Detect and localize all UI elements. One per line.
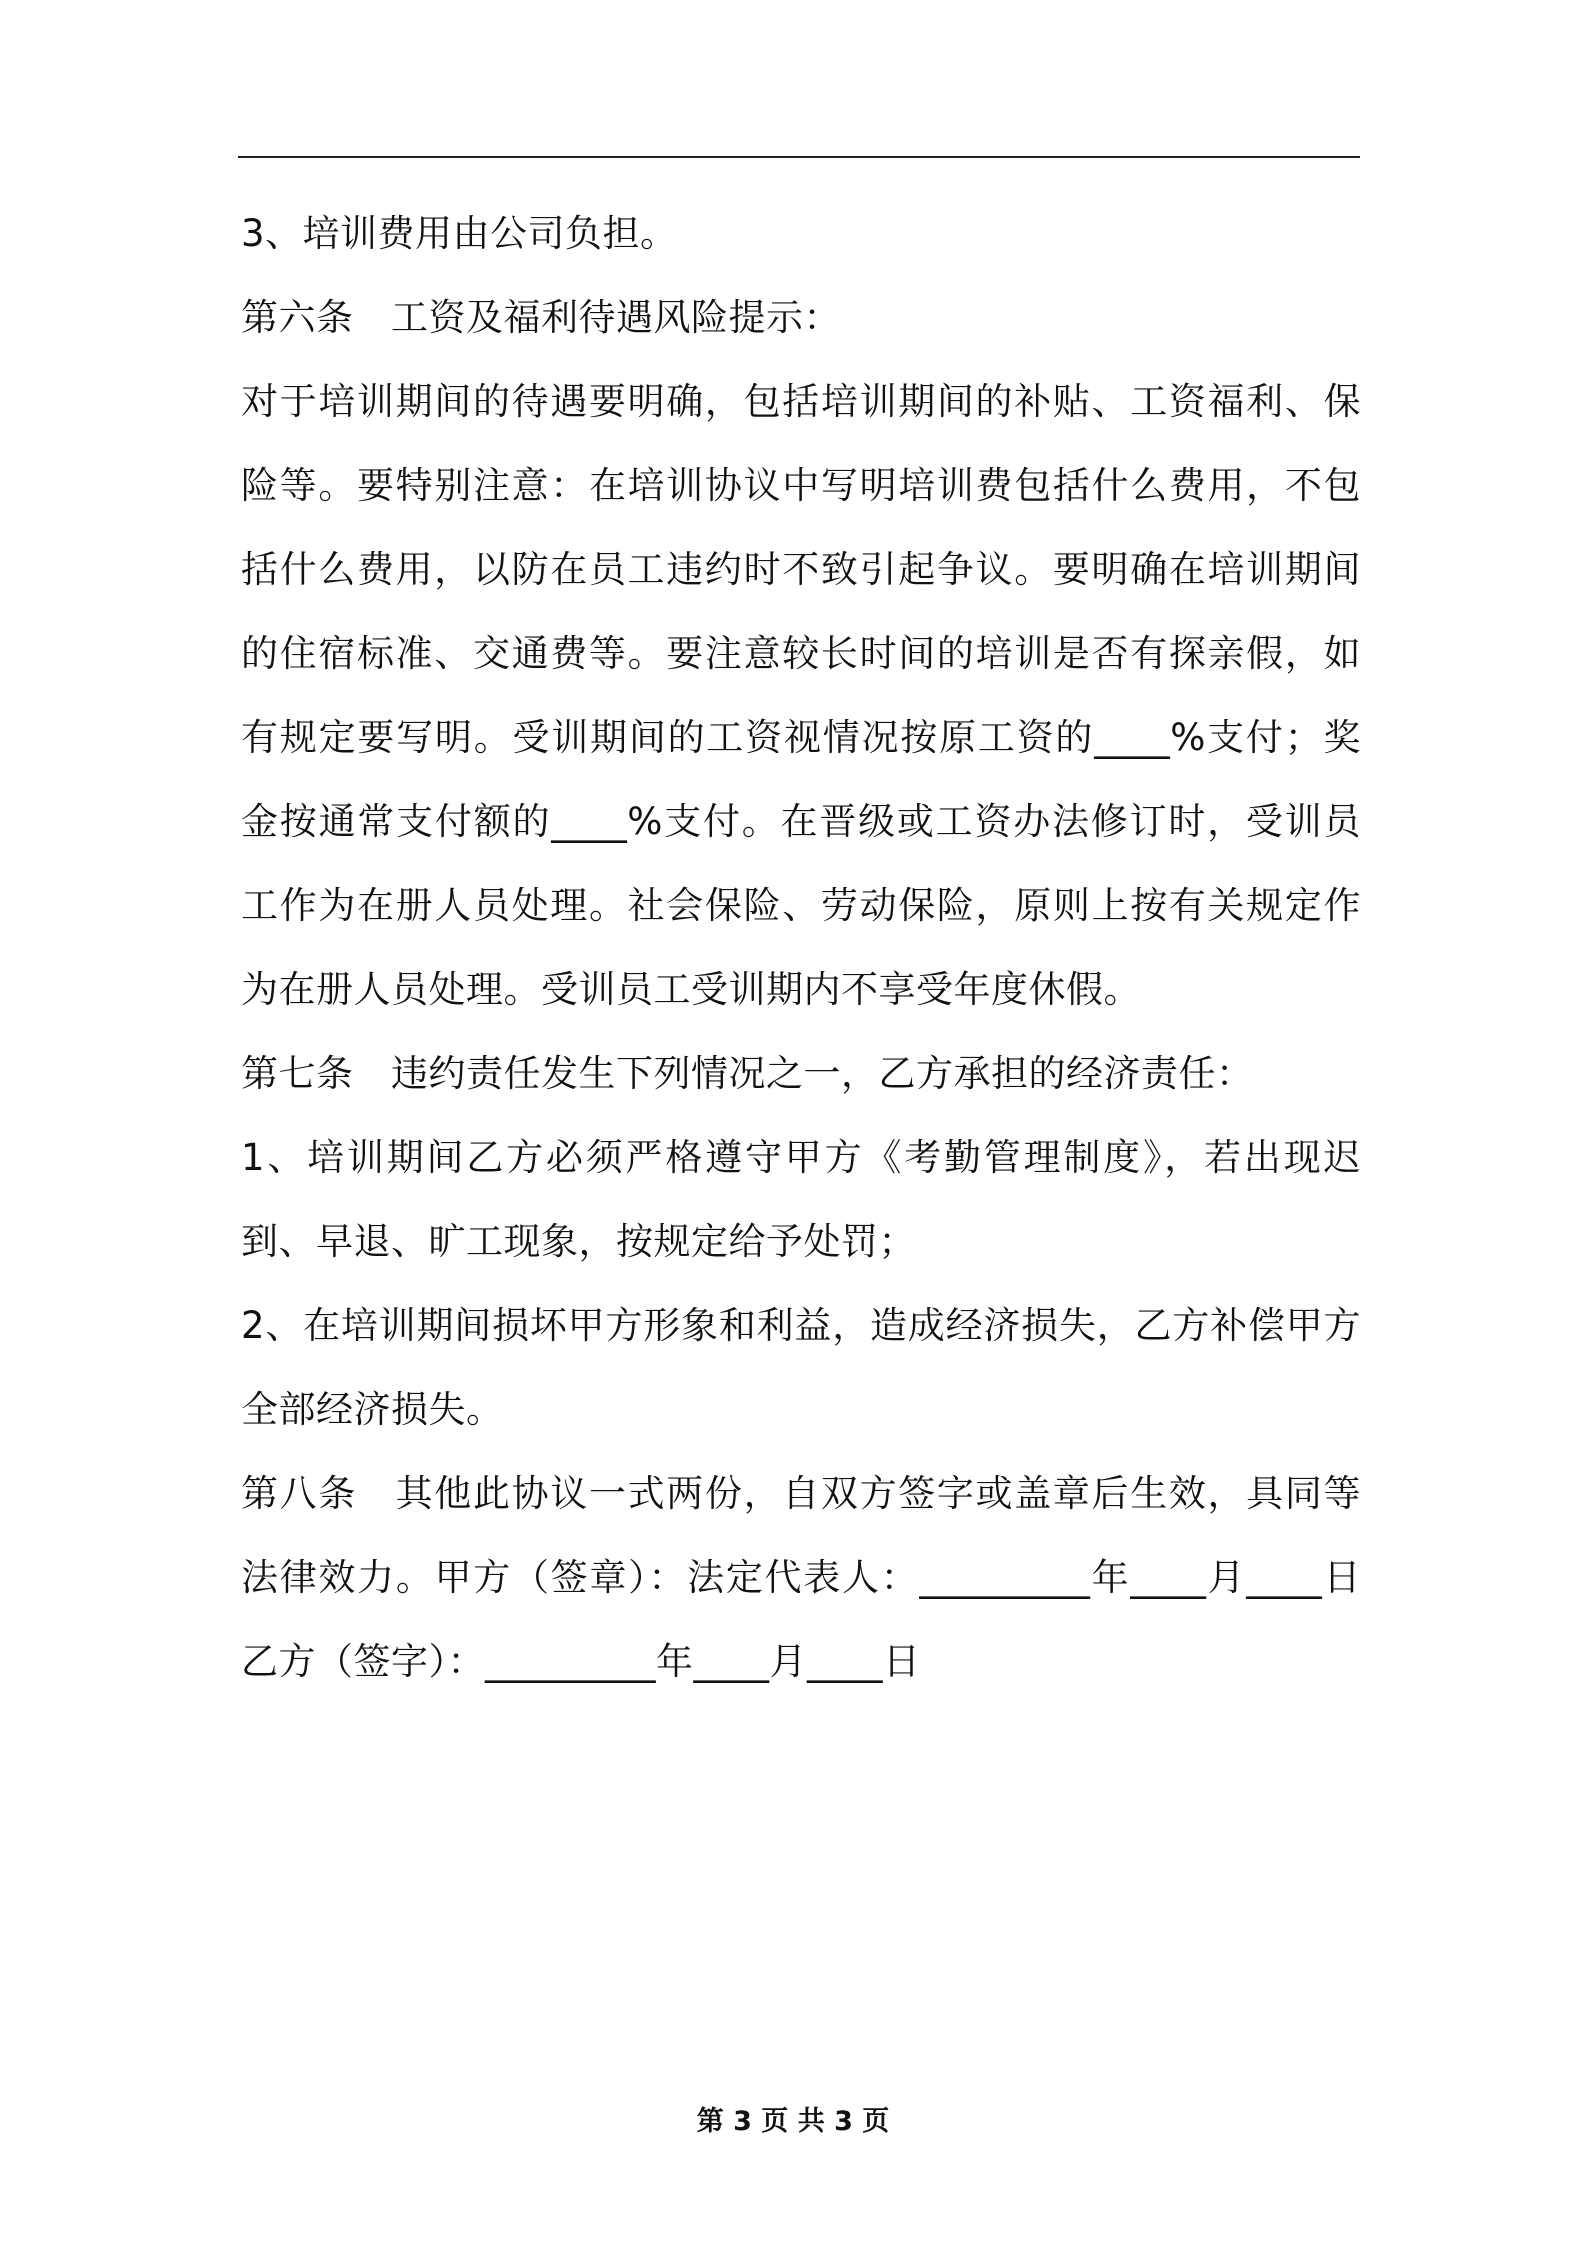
paragraph-training-benefits: 对于培训期间的待遇要明确，包括培训期间的补贴、工资福利、保险等。要特别注意：在培训协议中写明培训费包括什么费用，不包括什么费用，以防在员工违约时不致引起争议。要明确在培训期间的住宿标准、交通费等。要注意较长时间的培训是否有探亲假，如有规定要写明。受训期间的工资视情况按原工资的____%支付；奖金按通常支付额的____%支付。在晋级或工资办法修订时，受训员工作为在册人员处理。社会保险、劳动保险，原则上按有关规定作为在册人员处理。受训员工受训期内不享受年度休假。 [241, 380, 1361, 1011]
article-8-signature: 第八条 其他此协议一式两份，自双方签字或盖章后生效，具同等法律效力。甲方（签章）：法定代表人：_________年____月____日乙方（签字）：_________年____月____日 [241, 1472, 1361, 1683]
paragraph-damage-compensation: 2、在培训期间损坏甲方形象和利益，造成经济损失，乙方补偿甲方全部经济损失。 [241, 1304, 1361, 1431]
paragraph-attendance-rule: 1、培训期间乙方必须严格遵守甲方《考勤管理制度》，若出现迟到、早退、旷工现象，按规定给予处罚； [241, 1136, 1361, 1263]
page-number: 第 3 页 共 3 页 [696, 2106, 890, 2137]
document-body [241, 192, 1361, 1704]
article-6-heading: 第六条 工资及福利待遇风险提示： [241, 296, 841, 339]
paragraph-training-cost: 3、培训费用由公司负担。 [241, 212, 678, 255]
article-7-heading: 第七条 违约责任发生下列情况之一，乙方承担的经济责任： [241, 1052, 1254, 1095]
header-divider [238, 156, 1360, 158]
